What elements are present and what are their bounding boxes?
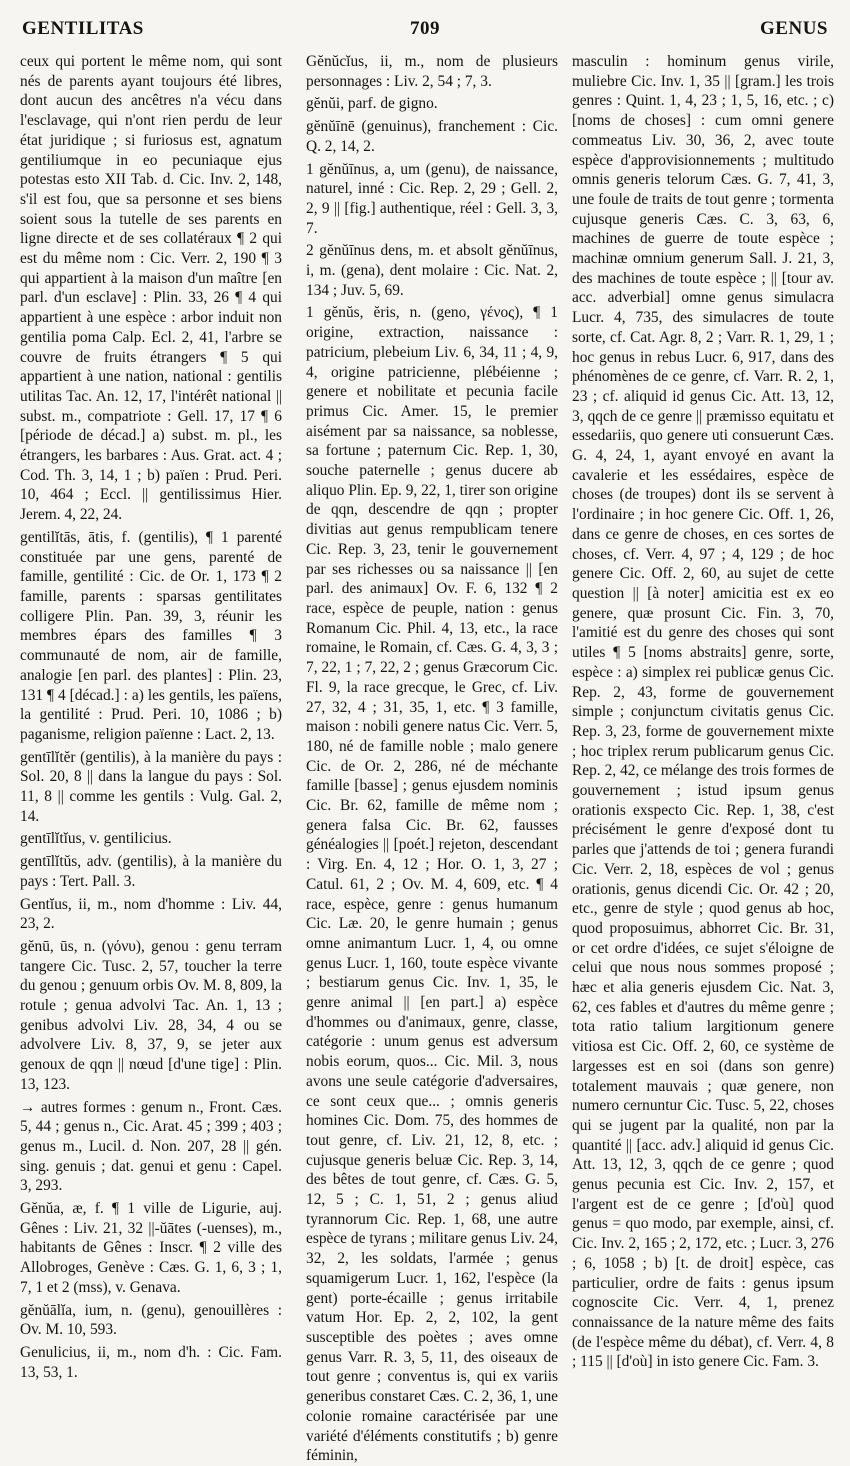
column-3	[572, 52, 834, 1371]
entry-gentilitas: gentilĭtās, ātis, f. (gentilis), ¶ 1 parenté constituée par une gens, parenté de famille, gentilité : Cic. de Or. 1, 173 ¶ 2 famille, parents : sparsas gentilitates colligere Plin. Pan. 39, 3, réunir les membres épars des familles ¶ 3 communauté de nom, air de famille, analogie [en parl. des plantes] : Plin. 23, 131 ¶ 4 [décad.] : a) les gentils, les païens, la gentilité : Prud. Peri. 10, 1086 ; b) paganisme, religion païenne : Lact. 2, 13.	[20, 528, 282, 743]
left-running-head: GENTILITAS	[22, 18, 144, 39]
page-number: 709	[410, 18, 440, 39]
column-2	[306, 52, 558, 1465]
entry-genui: gĕnŭi, parf. de gigno.	[306, 95, 438, 113]
column-1	[20, 52, 282, 1381]
entry-genualia: gĕnŭālĭa, ium, n. (genu), genouillères : Ov. M. 10, 593.	[20, 1301, 282, 1339]
entry-genu-other-forms: → autres formes : genum n., Front. Cæs. 5, 44 ; genus n., Cic. Arat. 45 ; 399 ; 403 ; genus m., Lucil. d. Non. 207, 28 || gén. sing. genuis ; dat. genui et genu : Capel. 3, 293.	[20, 1098, 282, 1195]
entry-genuinus-2: 2 gĕnŭīnus dens, m. et absolt gĕnŭīnus, i, m. (gena), dent molaire : Cic. Nat. 2, 134 ; Juv. 5, 69.	[306, 242, 558, 299]
entry-gentius: Gentĭus, ii, m., nom d'homme : Liv. 44, 23, 2.	[20, 895, 282, 933]
entry-genus-continued: masculin : hominum genus virile, muliebre Cic. Inv. 1, 35 || [gram.] les trois genres : Quint. 1, 4, 23 ; 1, 5, 16, etc. ; c) [noms de choses] : cum omni genere commeatus Liv. 30, 36, 2, avec toute espèce d'approvisionnements ; multitudo omnis generis telorum Cæs. G. 7, 41, 3, une foule de traits de tout genre ; tormenta cujusque generis Cæs. C. 3, 63, 6, machines de guerre de toute espèce ; machinæ omnium generum Sall. J. 21, 3, des machines de toute espèce ; || [tour av. acc. adverbial] omne genus simulacra Lucr. 4, 735, des simulacres de toute sorte, cf. Cat. Agr. 8, 2 ; Varr. R. 1, 29, 1 ; hoc genus in rebus Lucr. 6, 917, dans des phénomènes de ce genre, cf. Varr. R. 2, 1, 23 ; cf. aliquid id genus Cic. Att. 13, 12, 3, qqch de ce genre || præmisso equitatu et essedariis, quo genere uti consuerunt Cæs. G. 4, 24, 1, ayant envoyé en avant la cavalerie et les essédaires, espèce de choses (de troupes) dont ils se servent à l'ordinaire ; in hoc genere Cic. Off. 1, 26, dans ce genre de choses, en ces sortes de choses, cf. Verr. 4, 97 ; 4, 129 ; de hoc genere Cic. Off. 2, 60, au sujet de cette question || [à noter] amicitia est ex eo genere, quæ prosunt Cic. Fin. 3, 70, l'amitié est du genre des choses qui sont utiles ¶ 5 [noms abstraits] genre, sorte, espèce : a) simplex rei publicæ genus Cic. Rep. 2, 43, forme de gouvernement simple ; conjunctum civitatis genus Cic. Rep. 3, 23, forme de gouvernement mixte ; hoc triplex rerum publicarum genus Cic. Rep. 2, 42, ce mélange des trois formes de gouvernement ; istud ipsum genus orationis exspecto Cic. Rep. 1, 38, c'est précisément le genre d'exposé dont tu parles que j'attends de toi ; genera furandi Cic. Verr. 2, 18, espèces de vol ; genus orationis, genus dicendi Cic. Or. 42 ; 20, etc., genre de style ; quod genus ab hoc, quod proposuimus, abhorret Cic. Br. 31, or cet ordre d'idées, ce sujet s'éloigne de celui que nous nous sommes proposé ; hæc et alia generis ejusdem Cic. Nat. 3, 62, ces fables et d'autres du même genre ; tota ratio talium largitionum genere vitiosa est Cic. Off. 2, 60, ce système de largesses est en soi (dans son genre) totalement mauvais ; quæ genere, non numero cernuntur Cic. Tusc. 5, 22, choses qui se jugent par la qualité, non par la quantité || [acc. adv.] aliquid id genus Cic. Att. 13, 12, 3, qqch de ce genre ; quod genus pecunia est Cic. Inv. 2, 157, et l'argent est de ce genre ; [d'où] quod genus = quo modo, par exemple, ainsi, cf. Cic. Inv. 2, 165 ; 2, 172, etc. ; Lucr. 3, 276 ; 6, 1058 ; b) [t. de droit] espèce, cas particulier, ordre de faits : genus ipsum cognoscite Cic. Verr. 4, 1, prenez connaissance de la nature même des faits (de l'espèce même du débat), cf. Verr. 4, 8 ; 115 || [d'où] in isto genere Cic. Fam. 3.	[572, 53, 834, 1371]
right-running-head: GENUS	[760, 18, 828, 39]
entry-genuine: gĕnŭīnē (genuinus), franchement : Cic. Q. 2, 14, 2.	[306, 118, 558, 155]
entry-genua: Gĕnŭa, æ, f. ¶ 1 ville de Ligurie, auj. Gênes : Liv. 21, 32 ||-ŭātes (-uenses), m., habitants de Gênes : Inscr. ¶ 2 ville des Allobroges, Genève : Cæs. G. 1, 6, 3 ; 1, 7, 1 et 2 (mss), v. Genava.	[20, 1200, 282, 1296]
entry-genu: gĕnū, ūs, n. (γόνυ), genou : genu terram tangere Cic. Tusc. 2, 57, toucher la terre du genou ; genuum orbis Ov. M. 8, 809, la rotule ; genua advolvi Tac. An. 1, 13 ; genibus advolvi Liv. 28, 34, 4 ou se advolvere Liv. 8, 37, 9, se jeter aux genoux de qqn || nœud [d'une tige] : Plin. 13, 123.	[20, 937, 282, 1093]
entry-genulicius: Genulicius, ii, m., nom d'h. : Cic. Fam. 13, 53, 1.	[20, 1344, 282, 1381]
entry-gentilitius: gentīlĭtĭus, v. gentilicius.	[20, 830, 172, 848]
entry-genus: 1 gĕnŭs, ĕris, n. (geno, γένος), ¶ 1 origine, extraction, naissance : patricium, plebeium Liv. 6, 34, 11 ; 4, 9, 4, origine patricienne, plébéienne ; genere et nobilitate et pecunia facile primus Cic. Amer. 15, le premier aisément par sa naissance, sa noblesse, sa fortune ; paternum Cic. Rep. 1, 30, souche paternelle ; genus ducere ab aliquo Plin. Ep. 9, 22, 1, tirer son origine de qqn, descendre de qqn ; propter divitias aut genus rempublicam tenere Cic. Rep. 3, 23, tenir le gouvernement par ses richesses ou sa naissance || [en parl. des animaux] Ov. F. 6, 132 ¶ 2 race, espèce de peuple, nation : genus Romanum Cic. Phil. 4, 13, etc., la race romaine, le Romain, cf. Cæs. G. 4, 3, 3 ; 7, 22, 1 ; 7, 22, 2 ; genus Græcorum Cic. Fl. 9, la race grecque, le Grec, cf. Liv. 27, 32, 4 ; 31, 35, 1, etc. ¶ 3 famille, maison : nobili genere natus Cic. Verr. 5, 180, né de famille noble ; malo genere Cic. de Or. 2, 286, né de méchante famille [basse] ; genus ejusdem nominis Cic. Br. 62, famille de même nom ; genera falsa Cic. Br. 62, fausses généalogies || [poét.] rejeton, descendant : Virg. En. 4, 12 ; Hor. O. 1, 3, 27 ; Catul. 61, 2 ; Ov. M. 4, 609, etc. ¶ 4 race, espèce, genre : genus humanum Cic. Læ. 20, le genre humain ; genus omne animantum Lucr. 1, 4, ou omne genus Lucr. 1, 160, toute espèce vivante ; bestiarum genus Cic. Inv. 1, 35, le genre animal || [en part.] a) espèce d'hommes ou d'animaux, genre, classe, catégorie : unum genus est adversum nobis eorum, quos... Cic. Mil. 3, nous avons une seule catégorie d'adversaires, ce sont ceux que... ; omnis generis homines Cic. Dom. 75, des hommes de tout genre, cf. Liv. 21, 12, 8, etc. ; cujusque generis beluæ Cic. Rep. 3, 14, des bêtes de tout genre, cf. Cæs. G. 5, 12, 5 ; C. 1, 51, 2 ; genus aliud tyrannorum Cic. Rep. 1, 68, une autre espèce de tyrans ; militare genus Liv. 24, 32, 2, les soldats, l'armée ; genus squamigerum Lucr. 1, 162, l'espèce (la gent) porte-écaille ; genus irritabile vatum Hor. Ep. 2, 2, 102, la gent susceptible des poètes ; aves omne genus Varr. R. 3, 5, 11, des oiseaux de tout genre ; conventus is, qui ex variis generibus constaret Cæs. C. 2, 36, 1, une colonie romaine caractérisée par une variété d'éléments constitutifs ; b) genre féminin,	[306, 304, 558, 1465]
entry-gentilitus: gentīlĭtŭs, adv. (gentilis), à la manière du pays : Tert. Pall. 3.	[20, 853, 282, 890]
entry-gentiliter: gentīlĭtĕr (gentilis), à la manière du pays : Sol. 20, 8 || dans la langue du pays : Sol. 11, 8 || comme les gentils : Vulg. Gal. 2, 14.	[20, 748, 282, 825]
entry-genucius: Gĕnŭcĭus, ii, m., nom de plusieurs personnages : Liv. 2, 54 ; 7, 3.	[306, 53, 558, 90]
page-header	[22, 18, 828, 44]
entry-genuinus-1: 1 gĕnŭīnus, a, um (genu), de naissance, naturel, inné : Cic. Rep. 2, 29 ; Gell. 2, 2, 9 || [fig.] authentique, réel : Gell. 3, 3, 7.	[306, 160, 558, 237]
entry-gentilis-continued: ceux qui portent le même nom, qui sont nés de parents ayant toujours été libres, dont aucun des ancêtres n'a vécu dans l'esclavage, qui n'ont rien perdu de leur état juridique ; si furiosus est, agnatum gentiliumque in eo pecuniaque ejus potestas esto XII Tab. d. Cic. Inv. 2, 148, s'il est fou, que sa personne et ses biens soient sous la tutelle de ses parents en ligne directe et de ses collatéraux ¶ 2 qui est du même nom : Cic. Verr. 2, 190 ¶ 3 qui appartient à la maison d'un maître [en parl. d'un esclave] : Plin. 33, 26 ¶ 4 qui appartient à une espèce : arbor induit non gentilia poma Calp. Ecl. 2, 41, l'arbre se couvre de fruits étrangers ¶ 5 qui appartient à une nation, national : gentilis utilitas Tac. An. 12, 17, l'intérêt national || subst. m., compatriote : Gell. 17, 17 ¶ 6 [période de décad.] a) subst. m. pl., les étrangers, les barbares : Aus. Grat. act. 4 ; Cod. Th. 3, 14, 1 ; b) païen : Prud. Peri. 10, 464 ; Eccl. || gentilissimus Hier. Jerem. 4, 22, 24.	[20, 53, 282, 524]
